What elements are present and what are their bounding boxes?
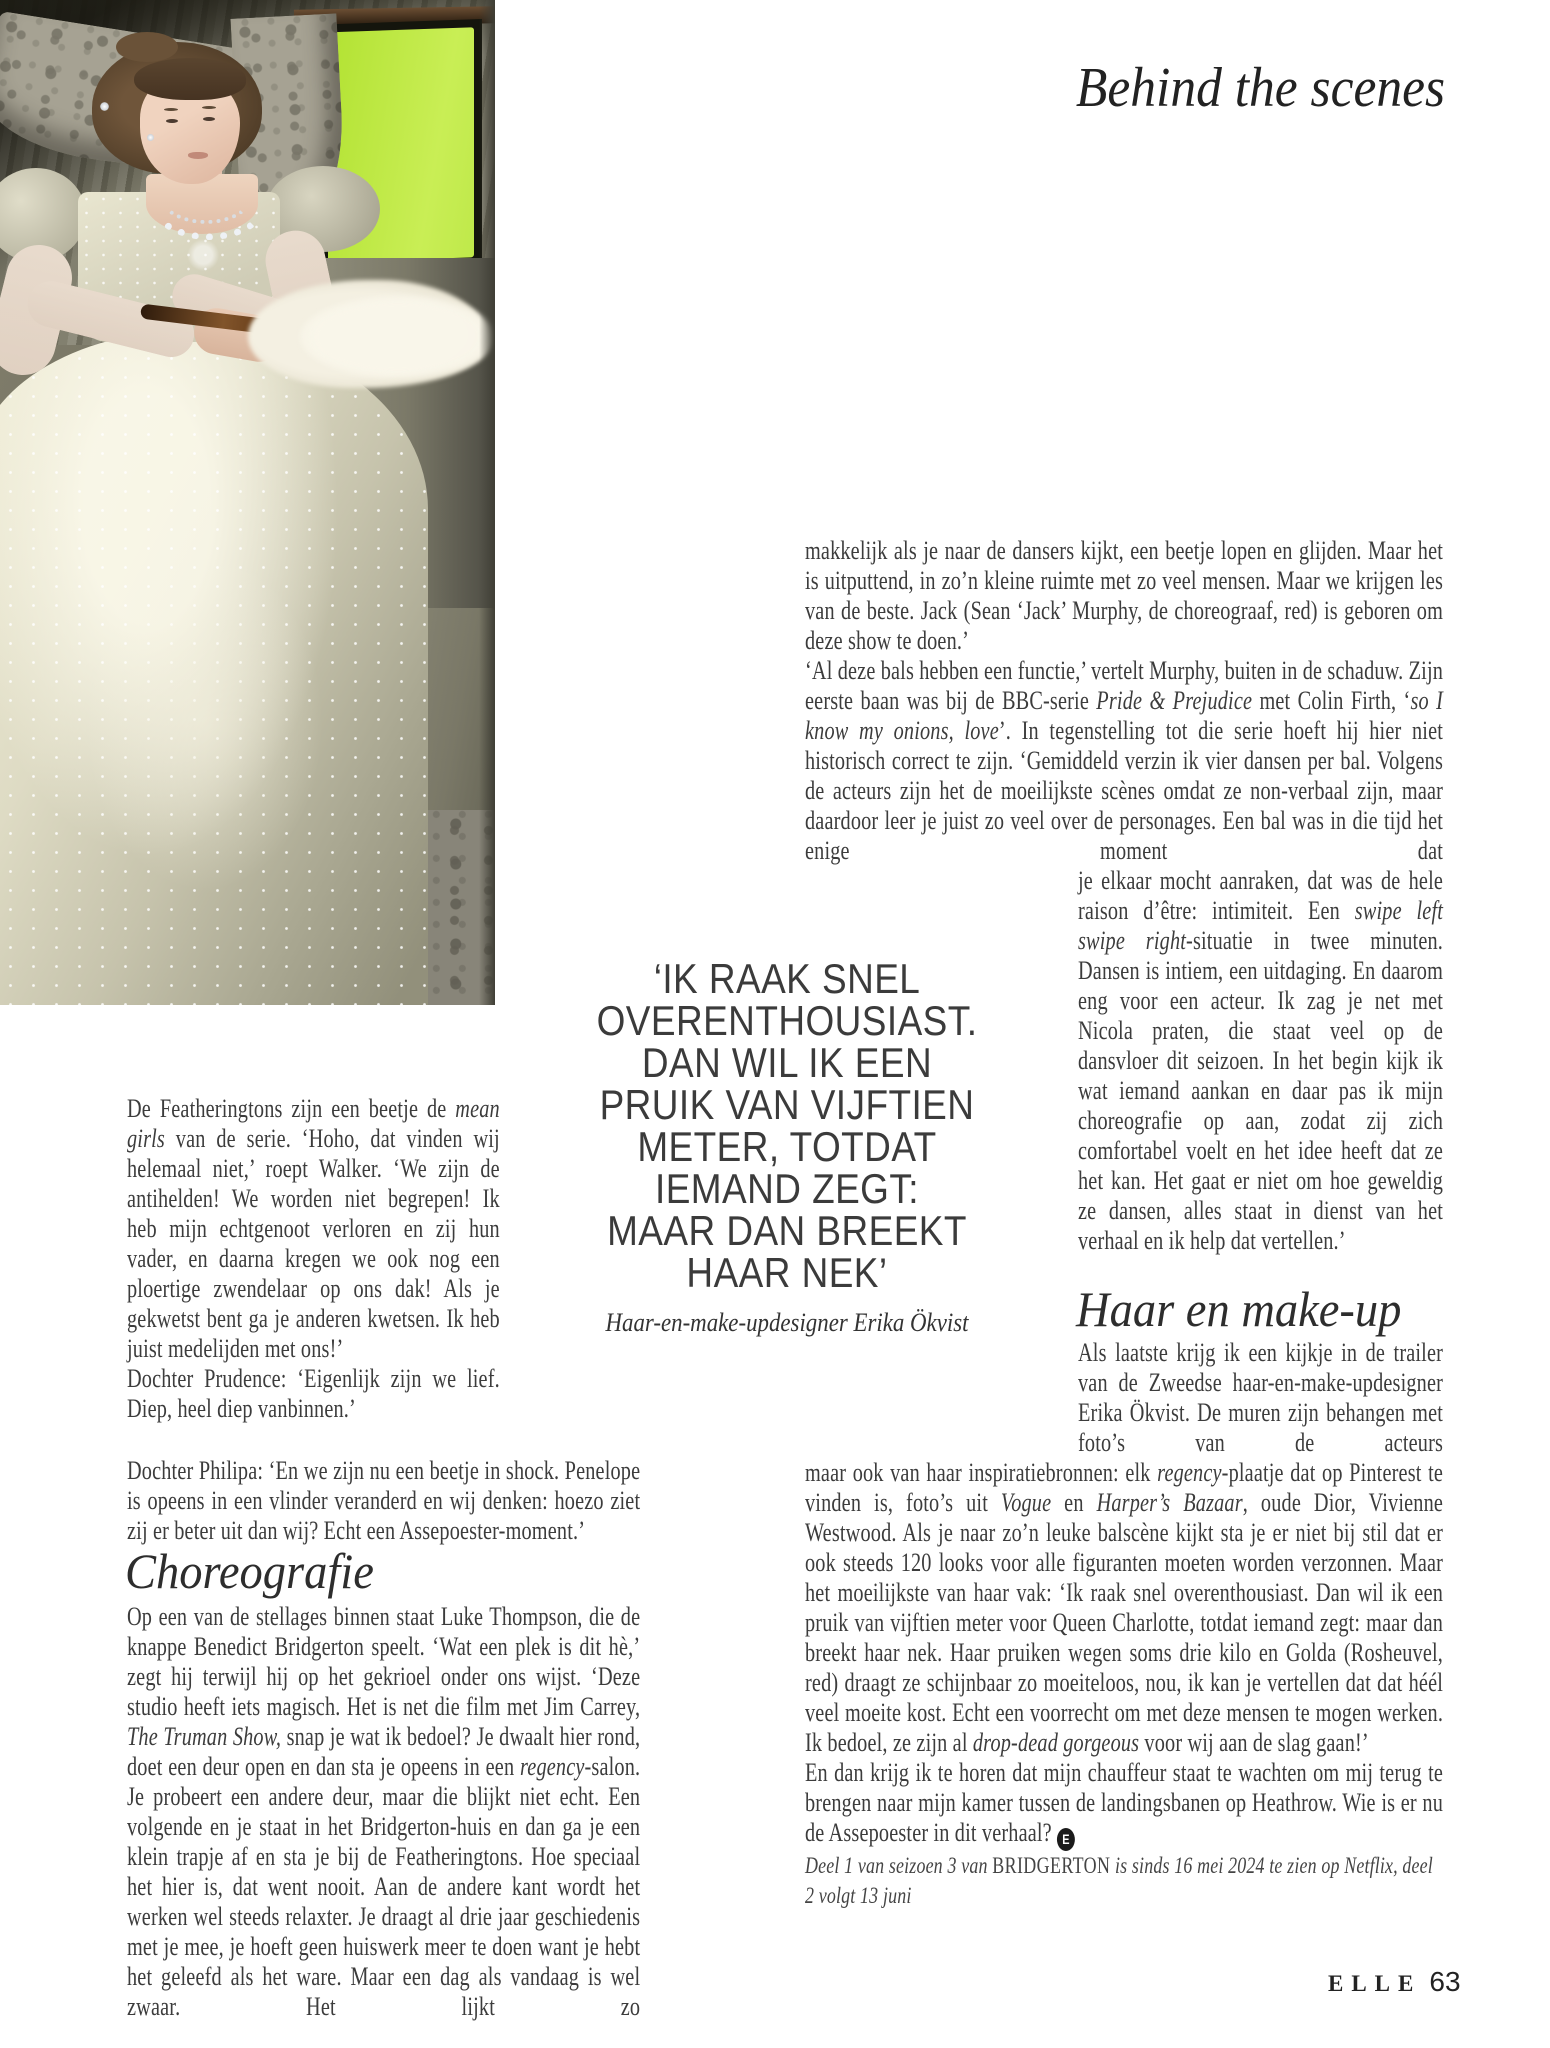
pull-quote-line: HAAR NEK’: [686, 1249, 888, 1296]
body-paragraph: ‘Al deze bals hebben een functie,’ vertelt Murphy, buiten in de schaduw. Zijn eerste baan was bij de BBC-serie Pride & Prejudice met Colin Firth, ‘so I know my onions, love’. In tegenstelling tot die serie hoeft hij hier niet historisch correct te zijn. ‘Gemiddeld verzin ik vier dansen per bal. Volgens de acteurs zijn het de moeilijkste scènes omdat ze non-verbaal zijn, maar daardoor leer je juist zo veel over de personages. Een bal was in die tijd het enige moment dat: [805, 656, 1444, 865]
page-title: Behind the scenes: [1075, 57, 1445, 119]
footer-brand: ELLE: [1328, 1971, 1422, 1996]
column-right-top: [805, 536, 1443, 866]
feather-fan-highlight: [300, 296, 495, 378]
lips: [188, 152, 208, 159]
pull-quote-line: MAAR DAN BREEKT: [607, 1207, 967, 1254]
body-paragraph: makkelijk als je naar de dansers kijkt, een beetje lopen en glijden. Maar het is uitputtend, in zo’n kleine ruimte met zo veel mensen. Maar we krijgen les van de beste. Jack (Sean ‘Jack’ Murphy, de choreograaf, red) is geboren om deze show te doen.’: [805, 536, 1444, 655]
body-paragraph: Als laatste krijg ik een kijkje in de trailer van de Zweedse haar-en-make-updesigner Erika Ökvist. De muren zijn behangen met foto’s van de acteurs: [1078, 1338, 1444, 1457]
body-paragraph: Dochter Philipa: ‘En we zijn nu een beetje in shock. Penelope is opeens in een vlinder veranderd en wij denken: hoezo ziet zij er beter uit dan wij? Echt een Assepoester-moment.’: [127, 1456, 641, 1545]
eye-left: [166, 119, 178, 123]
body-paragraph: Dochter Prudence: ‘Eigenlijk zijn we lief. Diep, heel diep vanbinnen.’: [127, 1364, 500, 1423]
hair-jewel: [100, 102, 109, 111]
section-heading-haar-en-make-up: Haar en make-up: [1076, 1281, 1402, 1337]
section-heading-choreografie: Choreografie: [125, 1543, 374, 1599]
credit-line: Deel 1 van seizoen 3 van BRIDGERTON is sinds 16 mei 2024 te zien op Netflix, deel 2 volgt 13 juni: [805, 1853, 1433, 1908]
column-left: [127, 1094, 500, 1424]
pull-quote-line: OVERENTHOUSIAST.: [596, 997, 978, 1044]
pull-quote-line: METER, TOTDAT: [637, 1123, 937, 1170]
pull-quote-line: ‘IK RAAK SNEL: [653, 955, 921, 1002]
page-number: 63: [1429, 1966, 1461, 1997]
column-bottom-right: [805, 1458, 1443, 1911]
eye-right: [203, 117, 215, 121]
hair-bun: [116, 32, 178, 62]
gown-skirt-highlight: [84, 552, 324, 892]
pull-quote: [580, 955, 994, 1338]
body-paragraph: je elkaar mocht aanraken, dat was de hele raison d’être: intimiteit. Een swipe left swipe right-situatie in twee minuten. Dansen is intiem, een uitdaging. En daarom eng voor een acteur. Ik zag je net met Nicola praten, die staat veel op de dansvloer dit seizoen. In het begin kijk ik wat iemand aankan en daar pas ik mijn choreografie op aan, zodat zij zich comfortabel voelt en het idee heeft dat ze het kan. Het gaat er niet om hoe geweldig ze dansen, alles staat in dienst van het verhaal en ik help dat vertellen.’: [1078, 866, 1444, 1255]
column-choreografie: [127, 1602, 640, 2022]
hair-bangs: [134, 58, 246, 100]
brow-right: [202, 106, 216, 109]
body-paragraph: En dan krijg ik te horen dat mijn chauffeur staat te wachten om mij terug te brengen naar mijn kamer tussen de landingsbanen op Heathrow. Wie is er nu de Assepoester in dit verhaal? E: [805, 1758, 1443, 1851]
column-left-wide: [127, 1456, 640, 1546]
pull-quote-line: IEMAND ZEGT:: [654, 1165, 920, 1212]
photo-edge-shadow: [479, 0, 495, 1005]
page-footer: [1328, 1966, 1461, 1998]
brow-left: [164, 108, 178, 111]
body-paragraph: De Featheringtons zijn een beetje de mean girls van de serie. ‘Hoho, dat vinden wij helemaal niet,’ roept Walker. ‘We zijn de antihelden! We worden niet begrepen! Ik heb mijn echtgenoot verloren en zij hun vader, en daarna kregen we ook nog een ploertige zwendelaar op ons dak! Als je gekwetst bent ga je anderen kwetsen. Ik heb juist medelijden met ons!’: [127, 1094, 500, 1363]
pull-quote-line: DAN WIL IK EEN: [641, 1039, 933, 1086]
body-paragraph: maar ook van haar inspiratiebronnen: elk regency-plaatje dat op Pinterest te vinden is, foto’s uit Vogue en Harper’s Bazaar, oude Dior, Vivienne Westwood. Als je naar zo’n leuke balscène kijkt sta je er niet bij stil dat er ook steeds 120 looks voor alle figuranten moeten worden verzonnen. Maar het moeilijkste van haar vak: ‘Ik raak snel overenthousiast. Dan wil ik een pruik van vijftien meter voor Queen Charlotte, totdat iemand zegt: maar dan breekt haar nek. Haar pruiken wegen soms drie kilo en Golda (Rosheuvel, red) draagt ze schijnbaar zo moeiteloos, nou, ik kan je vertellen dat dat héél veel moeite kost. Echt een voorrecht om met deze mensen te mogen werken. Ik bedoel, ze zijn al drop-dead gorgeous voor wij aan de slag gaan!’: [805, 1458, 1444, 1757]
column-right-narrow: [1078, 866, 1443, 1256]
column-hair-intro: [1078, 1338, 1443, 1458]
photo-bridgerton-carriage: [0, 0, 495, 1005]
earring: [147, 134, 154, 141]
pull-quote-caption: Haar-en-make-updesigner Erika Ökvist: [605, 1308, 969, 1337]
pull-quote-line: PRUIK VAN VIJFTIEN: [599, 1081, 975, 1128]
body-paragraph: Op een van de stellages binnen staat Luke Thompson, die de knappe Benedict Bridgerton speelt. ‘Wat een plek is dit hè,’ zegt hij terwijl hij op het gekrioel onder ons wijst. ‘Deze studio heeft iets magisch. Het is net die film met Jim Carrey, The Truman Show, snap je wat ik bedoel? Je dwaalt hier rond, doet een deur open en dan sta je opeens in een regency-salon. Je probeert een andere deur, maar die blijkt niet echt. Een volgende en je staat in het Bridgerton-huis en dan ga je een klein trapje af en sta je bij de Featheringtons. Hoe speciaal het hier is, dat went nooit. Aan de andere kant wordt het werken wel steeds relaxter. Je draagt al drie jaar geschiedenis met je mee, je hoeft geen huiswerk meer te doen want je hebt het geleefd als het ware. Maar een dag als vandaag is wel zwaar. Het lijkt zo: [127, 1602, 641, 2021]
